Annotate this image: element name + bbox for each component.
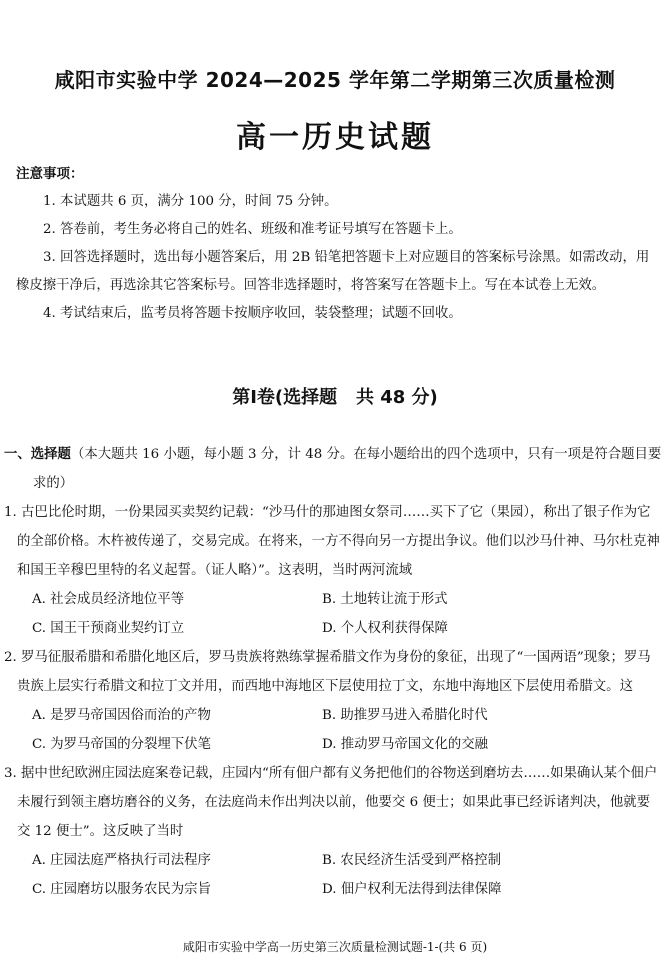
question (4, 643, 662, 759)
option-b: B. 土地转让流于形式 (322, 592, 448, 607)
question (4, 498, 662, 643)
exam-title: 咸阳市实验中学 2024—2025 学年第二学期第三次质量检测 (54, 68, 616, 92)
page-footer: 咸阳市实验中学高一历史第三次质量检测试题-1-(共 6 页) (182, 940, 488, 954)
notice-item: 2. 答卷前，考生务必将自己的姓名、班级和准考证号填写在答题卡上。 (43, 222, 462, 237)
option-c: C. 为罗马帝国的分裂埋下伏笔 (32, 737, 211, 752)
option-d: D. 推动罗马帝国文化的交融 (322, 737, 489, 752)
option-c: C. 国王干预商业契约订立 (32, 621, 185, 636)
notice-block (16, 160, 661, 328)
option-c: C. 庄园磨坊以服务农民为宗旨 (32, 882, 211, 897)
question (4, 759, 662, 904)
option-a: A. 庄园法庭严格执行司法程序 (32, 853, 211, 868)
option-a: A. 是罗马帝国因俗而治的产物 (32, 708, 211, 723)
option-list (32, 701, 662, 759)
notice-item: 3. 回答选择题时，选出每小题答案后，用 2B 铅笔把答题卡上对应题目的答案标号涂黑。如需改动，用橡皮擦干净后，再选涂其它答案标号。回答非选择题时，将答案写在答题卡上。写在本试卷上无效。 (16, 250, 650, 293)
option-a: A. 社会成员经济地位平等 (32, 592, 185, 607)
option-d: D. 佃户权利无法得到法律保障 (322, 882, 502, 897)
part-text: （本大题共 16 小题，每小题 3 分，计 48 分。在每小题给出的四个选项中，只有一项是符合题目要求的） (33, 447, 662, 491)
question-stem: 1. 古巴比伦时期，一份果园买卖契约记载：“沙马什的那迪图女祭司……买下了它（果园），称出了银子作为它的全部价格。木杵被传递了，交易完成。在将来，一方不得向另一方提出争议。他们以沙马什神、马尔杜克神和国王辛穆巴里特的名义起誓。（证人略）”。这表明，当时两河流域 (4, 505, 660, 578)
exam-subtitle: 高一历史试题 (236, 120, 434, 155)
part-label: 一、选择题 (4, 447, 71, 462)
question-stem: 3. 据中世纪欧洲庄园法庭案卷记载，庄园内“所有佃户都有义务把他们的谷物送到磨坊去……如果确认某个佃户未履行到领主磨坊磨谷的义务，在法庭尚未作出判决以前，他要交 6 便士；如果此事已经诉诸判决，他就要交 12 便士”。这反映了当时 (4, 766, 658, 839)
notice-heading: 注意事项： (16, 166, 84, 182)
option-b: B. 助推罗马进入希腊化时代 (322, 708, 488, 723)
option-list (32, 846, 662, 904)
question-stem: 2. 罗马征服希腊和希腊化地区后，罗马贵族将熟练掌握希腊文作为身份的象征，出现了“一国两语”现象；罗马贵族上层实行希腊文和拉丁文并用，而西地中海地区下层使用拉丁文，东地中海地区下层使用希腊文。这 (4, 650, 651, 694)
questions-block (4, 440, 662, 904)
section-title: 第Ⅰ卷(选择题 共 48 分) (232, 387, 438, 408)
option-b: B. 农民经济生活受到严格控制 (322, 853, 502, 868)
option-d: D. 个人权利获得保障 (322, 621, 448, 636)
notice-item: 4. 考试结束后，监考员将答题卡按顺序收回，装袋整理；试题不回收。 (43, 306, 462, 321)
notice-item: 1. 本试题共 6 页，满分 100 分，时间 75 分钟。 (43, 194, 338, 209)
option-list (32, 585, 662, 643)
part-instruction (4, 440, 662, 498)
